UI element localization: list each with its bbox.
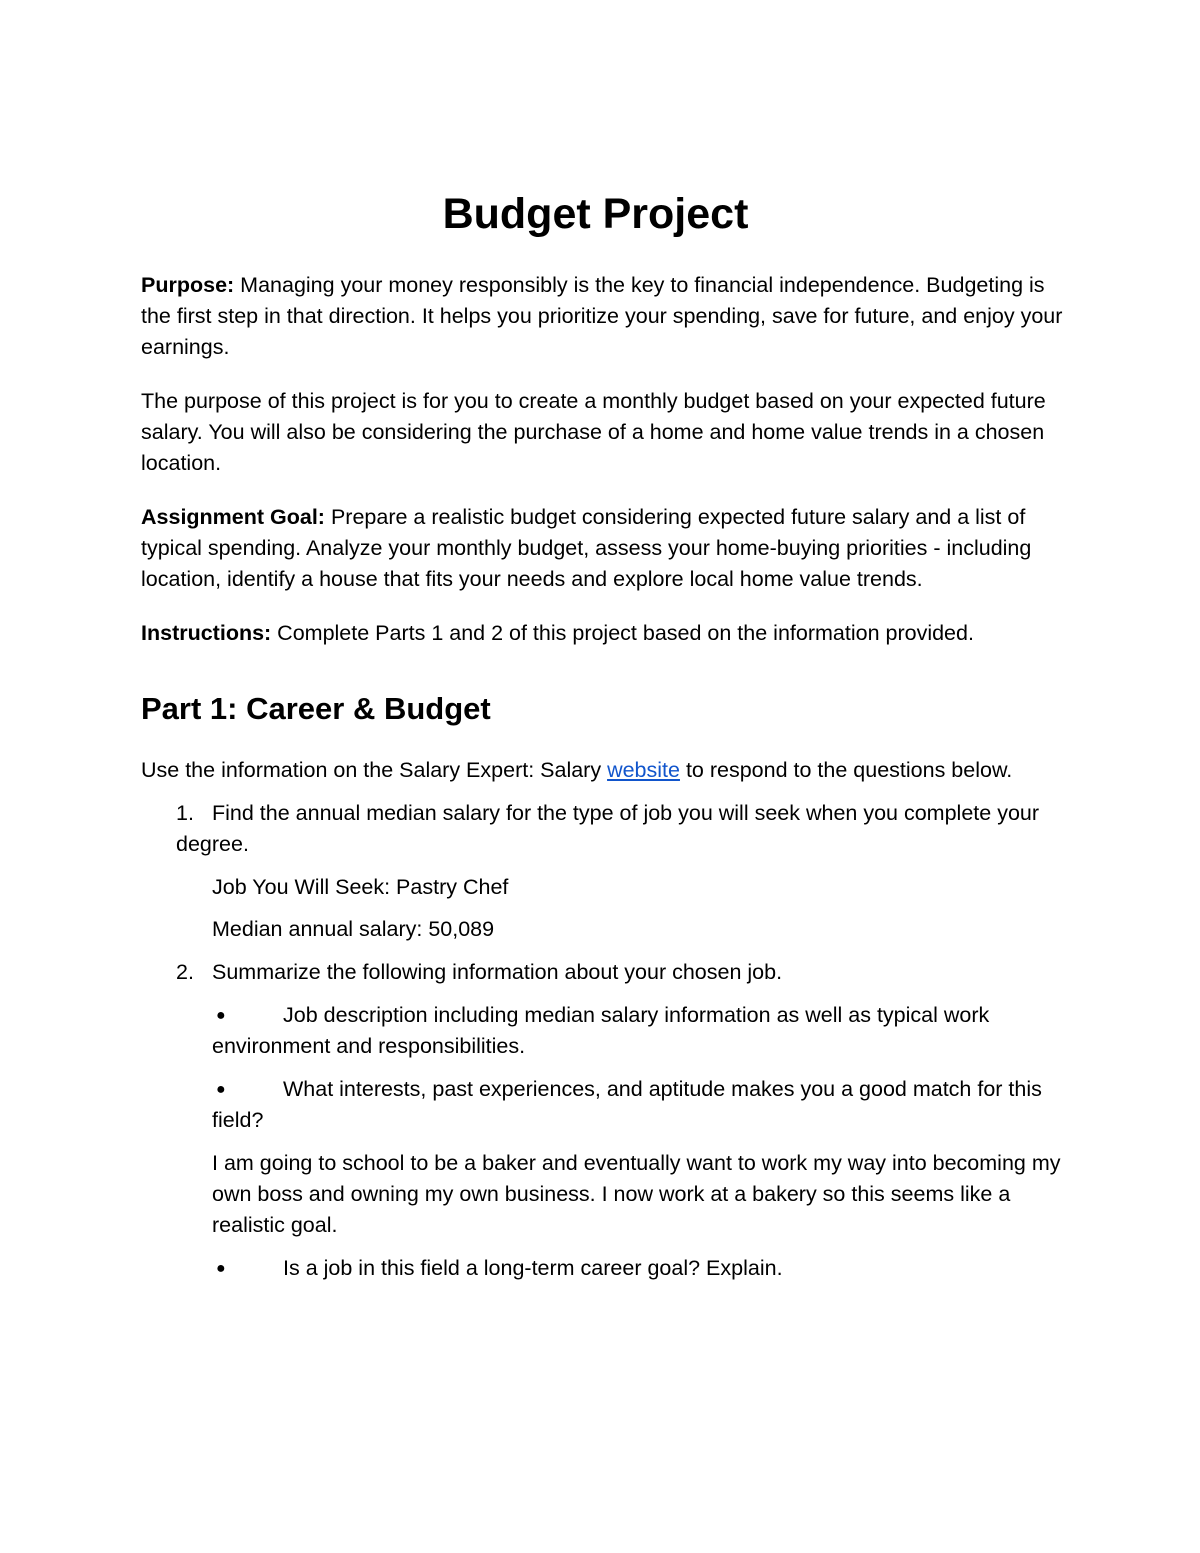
list-item: [141, 798, 1066, 860]
assignment-goal-text: Prepare a realistic budget considering expected future salary and a list of typical spending. Analyze your monthly budget, assess your home-buying priorities - including location, identify a house that fits your needs and explore local home value trends.: [141, 505, 1032, 591]
list-item-text: Summarize the following information about your chosen job.: [212, 960, 783, 984]
assignment-goal-paragraph: [141, 502, 1066, 595]
list-item-number: 2.: [176, 960, 194, 984]
salary-website-link[interactable]: website: [607, 758, 680, 782]
list-item-text: Find the annual median salary for the type of job you will seek when you complete your degree.: [176, 801, 1040, 856]
list-item-number: 1.: [176, 801, 194, 825]
median-salary-answer: Median annual salary: 50,089: [212, 917, 495, 941]
bullet-item: [141, 1000, 1066, 1062]
purpose-paragraph: [141, 270, 1066, 363]
bullet-text: What interests, past experiences, and aptitude makes you a good match for this field?: [212, 1077, 1042, 1132]
question-list: [141, 798, 1066, 1284]
part1-intro-before: Use the information on the Salary Expert: Salary: [141, 758, 608, 782]
purpose-label: Purpose:: [141, 273, 235, 297]
job-seek-answer: Job You Will Seek: Pastry Chef: [212, 875, 509, 899]
bullet-icon: ●: [216, 1081, 226, 1098]
document-title: Budget Project: [442, 190, 749, 238]
bullet-item: [141, 1074, 1066, 1136]
bullet-item: [141, 1253, 1066, 1284]
instructions-label: Instructions:: [141, 621, 272, 645]
bullet-text: Is a job in this field a long-term career goal? Explain.: [283, 1256, 783, 1280]
part1-intro-after: to respond to the questions below.: [679, 758, 1013, 782]
document-page: [141, 188, 1066, 1296]
bullet-icon: ●: [216, 1007, 226, 1024]
interests-answer: I am going to school to be a baker and eventually want to work my way into becoming my own boss and owning my own business. I now work at a bakery so this seems like a realistic goal.: [212, 1151, 1061, 1237]
bullet-icon: ●: [216, 1260, 226, 1277]
purpose-text: Managing your money responsibly is the key to financial independence. Budgeting is the first step in that direction. It helps you prioritize your spending, save for future, and enjoy your earnings.: [141, 273, 1063, 359]
assignment-goal-label: Assignment Goal:: [141, 505, 325, 529]
part1-heading: Part 1: Career & Budget: [141, 691, 491, 726]
part1-intro: [141, 755, 1066, 786]
bullet-text: Job description including median salary information as well as typical work environment and responsibilities.: [212, 1003, 990, 1058]
instructions-paragraph: [141, 618, 1066, 649]
list-item: [141, 957, 1066, 988]
purpose-detail-paragraph: The purpose of this project is for you to create a monthly budget based on your expected future salary. You will also be considering the purchase of a home and home value trends in a chosen location.: [141, 389, 1046, 475]
instructions-text: Complete Parts 1 and 2 of this project based on the information provided.: [271, 621, 974, 645]
